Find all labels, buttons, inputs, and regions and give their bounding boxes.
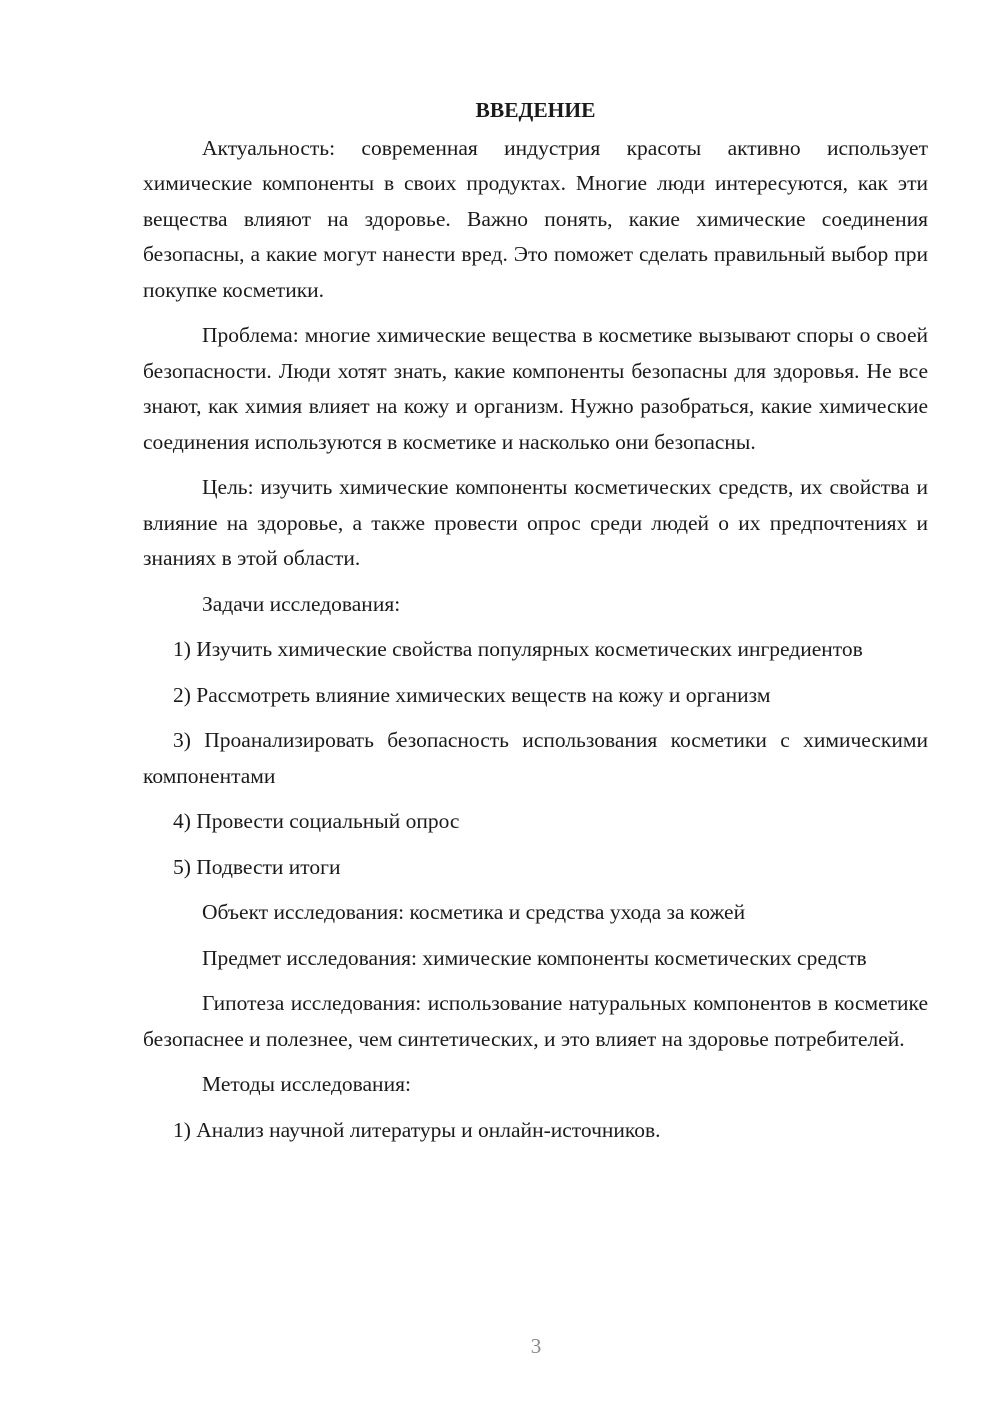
task-item-4: 4) Провести социальный опрос (173, 809, 460, 833)
paragraph-problem: Проблема: многие химические вещества в косметике вызывают споры о своей безопасности. Люди хотят знать, какие компоненты безопасны для здоровья. Не все знают, как химия влияет на кожу и организм. Нужно разобраться, какие химические соединения используются в косметике и насколько они безопасны. (143, 323, 928, 454)
task-item-1: 1) Изучить химические свойства популярных косметических ингредиентов (173, 637, 863, 661)
tasks-heading: Задачи исследования: (202, 591, 401, 616)
task-item-5: 5) Подвести итоги (173, 854, 341, 879)
paragraph-relevance: Актуальность: современная индустрия красоты активно использует химические компоненты в своих продуктах. Многие люди интересуются, как эти вещества влияют на здоровье. Важно понять, какие химические соединения безопасны, а какие могут нанести вред. Это поможет сделать правильный выбор при покупке косметики. (143, 135, 928, 302)
page-content (143, 93, 928, 1158)
paragraph-goal: Цель: изучить химические компоненты косметических средств, их свойства и влияние на здоровье, а также провести опрос среди людей о их предпочтениях и знаниях в этой области. (143, 475, 928, 570)
paragraph-object: Объект исследования: косметика и средства ухода за кожей (202, 900, 746, 924)
page-title: ВВЕДЕНИЕ (475, 98, 596, 122)
task-item-3: 3) Проанализировать безопасность использования косметики с химическими компонентами (143, 728, 928, 788)
methods-heading: Методы исследования: (202, 1072, 411, 1096)
page-number: 3 (530, 1334, 542, 1358)
task-item-2: 2) Рассмотреть влияние химических веществ на кожу и организм (173, 682, 771, 707)
paragraph-subject: Предмет исследования: химические компоненты косметических средств (202, 945, 867, 970)
paragraph-hypothesis: Гипотеза исследования: использование натуральных компонентов в косметике безопаснее и полезнее, чем синтетических, и это влияет на здоровье потребителей. (143, 991, 928, 1051)
method-item-1: 1) Анализ научной литературы и онлайн-источников. (173, 1117, 661, 1142)
